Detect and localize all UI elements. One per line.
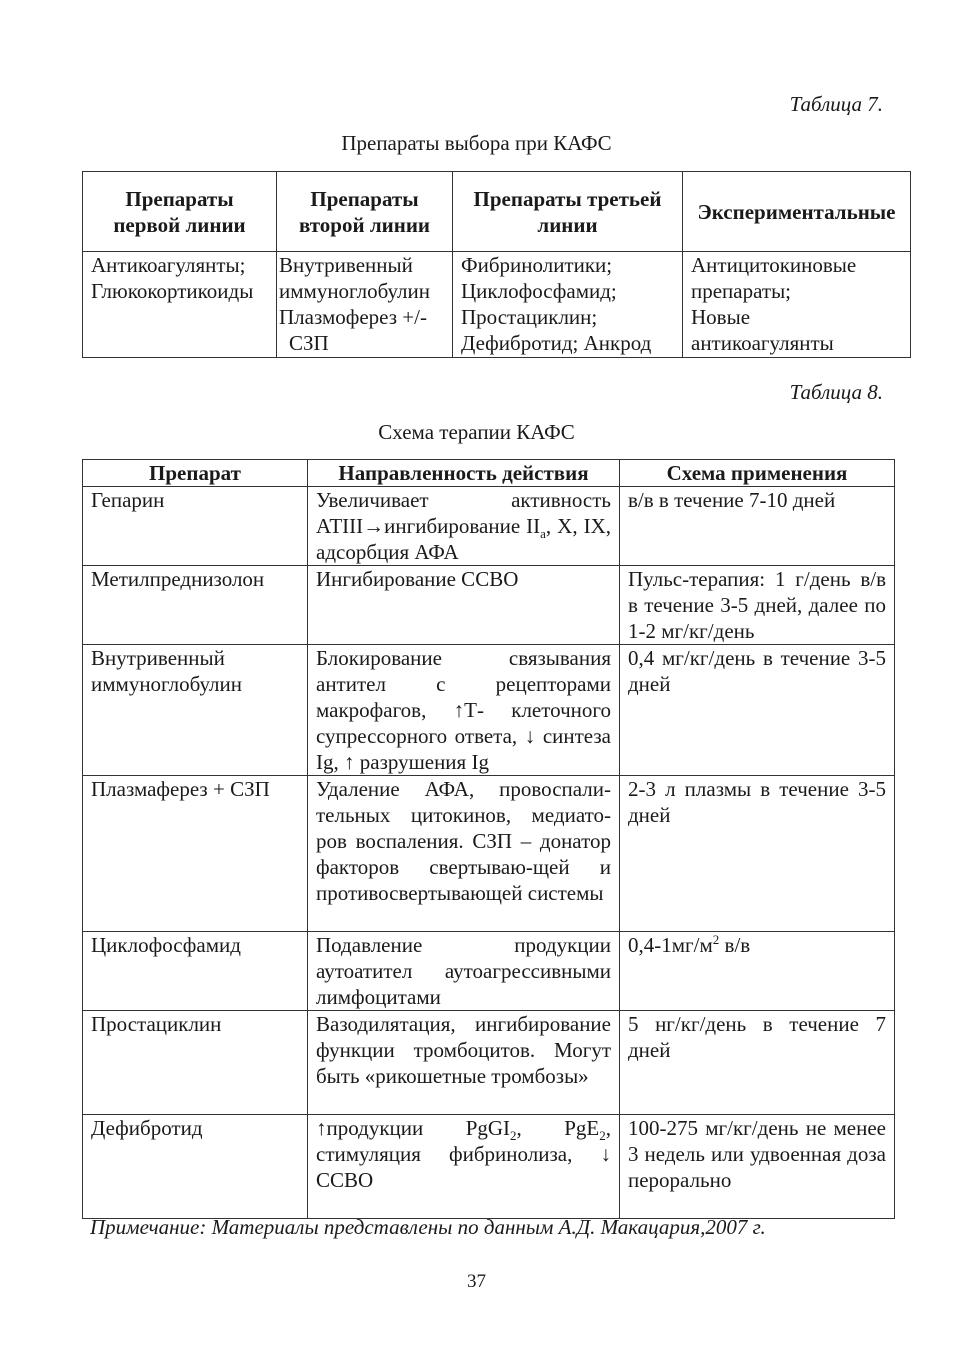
cell-line: иммуноглобулин [279, 279, 430, 303]
cell-line: Циклофосфамид; [461, 279, 617, 303]
table8-row [83, 1115, 895, 1219]
scheme-text: в/в [719, 933, 751, 957]
drug-cell: Простациклин [83, 1011, 308, 1115]
table-note: Примечание: Материалы представлены по данным А.Д. Макацария,2007 г. [90, 1215, 766, 1239]
cell-line: Простациклин; [461, 305, 598, 329]
cell-line: СЗП [289, 331, 329, 355]
drug-cell: Внутривенный иммуноглобулин [83, 645, 308, 776]
table8-header-cell: Направленность действия [308, 460, 620, 487]
cell-line: препараты; [691, 279, 792, 303]
cell-line: Новые [691, 305, 751, 329]
table7-header-cell: Препараты первой линии [83, 172, 277, 252]
drug-cell: Плазмаферез + СЗП [83, 776, 308, 932]
action-subscript: 2 [510, 1128, 517, 1144]
action-text: , PgE [516, 1116, 600, 1140]
action-cell: Ингибирование ССВО [308, 566, 620, 645]
table7-header-cell: Препараты третьей линии [453, 172, 683, 252]
action-cell: Подавление продукции аутоатител аутоагрессивными лимфоцитами [308, 932, 620, 1011]
drug-cell: Метилпреднизолон [83, 566, 308, 645]
action-cell: Блокирование связывания антител с рецепторами макрофагов, ↑Т- клеточного супрессорного ответа, ↓ синтеза Ig, ↑ разрушения Ig [308, 645, 620, 776]
table7-row [83, 252, 911, 358]
cell-line: Дефибротид; Анкрод [461, 331, 652, 355]
action-text: Увеличивает активность АТIII→ингибирование II [316, 488, 611, 538]
scheme-superscript: 2 [712, 932, 720, 947]
scheme-cell: 5 нг/кг/день в течение 7 дней [620, 1011, 895, 1115]
table7-cell [683, 252, 911, 358]
action-text: , стимуляция фибринолиза, ↓ ССВО [316, 1116, 611, 1192]
table7-header-row [83, 172, 911, 252]
scheme-cell: 100-275 мг/кг/день не менее 3 недель или удвоенная доза перорально [620, 1115, 895, 1219]
drug-cell: Циклофосфамид [83, 932, 308, 1011]
action-text: ↑продукции PgGI [316, 1116, 511, 1140]
table7-cell [453, 252, 683, 358]
action-text: , X, IX, адсорбция АФА [316, 514, 612, 564]
action-cell [308, 1115, 620, 1219]
table7-cell [83, 252, 277, 358]
drug-cell: Дефибротид [83, 1115, 308, 1219]
table8-row [83, 932, 895, 1011]
table7 [82, 171, 911, 358]
page-number: 37 [467, 1271, 486, 1292]
table8-header-cell: Препарат [83, 460, 308, 487]
cell-line: Антицитокиновые [691, 253, 857, 277]
scheme-cell: 2-3 л плазмы в течение 3-5 дней [620, 776, 895, 932]
cell-line: Фибринолитики; [461, 253, 613, 277]
table8-row [83, 1011, 895, 1115]
table7-cell [277, 252, 453, 358]
scheme-cell: 0,4 мг/кг/день в течение 3-5 дней [620, 645, 895, 776]
table7-caption: Таблица 7. [789, 92, 883, 116]
cell-line: антикоагулянты [691, 331, 834, 355]
scheme-text: 0,4-1мг/м [628, 933, 713, 957]
drug-cell: Гепарин [83, 487, 308, 566]
scheme-cell: в/в в течение 7-10 дней [620, 487, 895, 566]
cell-line: Внутривенный [279, 253, 413, 277]
table7-header-cell: Экспериментальные [683, 172, 911, 252]
table8 [82, 459, 895, 1219]
table8-header-row [83, 460, 895, 487]
action-subscript: a [540, 526, 546, 542]
table7-header-cell: Препараты второй линии [277, 172, 453, 252]
scheme-cell [620, 932, 895, 1011]
action-cell: Вазодилятация, ингибирование функции тромбоцитов. Могут быть «рикошетные тромбозы» [308, 1011, 620, 1115]
table8-title: Схема терапии КАФС [378, 420, 575, 444]
table8-row [83, 487, 895, 566]
action-cell: Удаление АФА, провоспали-тельных цитокинов, медиато-ров воспаления. СЗП – донатор факторов свертываю-щей и противосвертывающей системы [308, 776, 620, 932]
table8-caption: Таблица 8. [789, 380, 883, 404]
table7-title: Препараты выбора при КАФС [341, 131, 612, 155]
table8-header-cell: Схема применения [620, 460, 895, 487]
action-cell [308, 487, 620, 566]
cell-line: Антикоагулянты; [91, 253, 246, 277]
table8-row [83, 645, 895, 776]
cell-line: Глюкокортикоиды [91, 279, 254, 303]
action-subscript: 2 [599, 1128, 606, 1144]
scheme-cell: Пульс-терапия: 1 г/день в/в в течение 3-5 дней, далее по 1-2 мг/кг/день [620, 566, 895, 645]
table8-row [83, 566, 895, 645]
table8-row [83, 776, 895, 932]
cell-line: Плазмоферез +/- [279, 305, 427, 329]
